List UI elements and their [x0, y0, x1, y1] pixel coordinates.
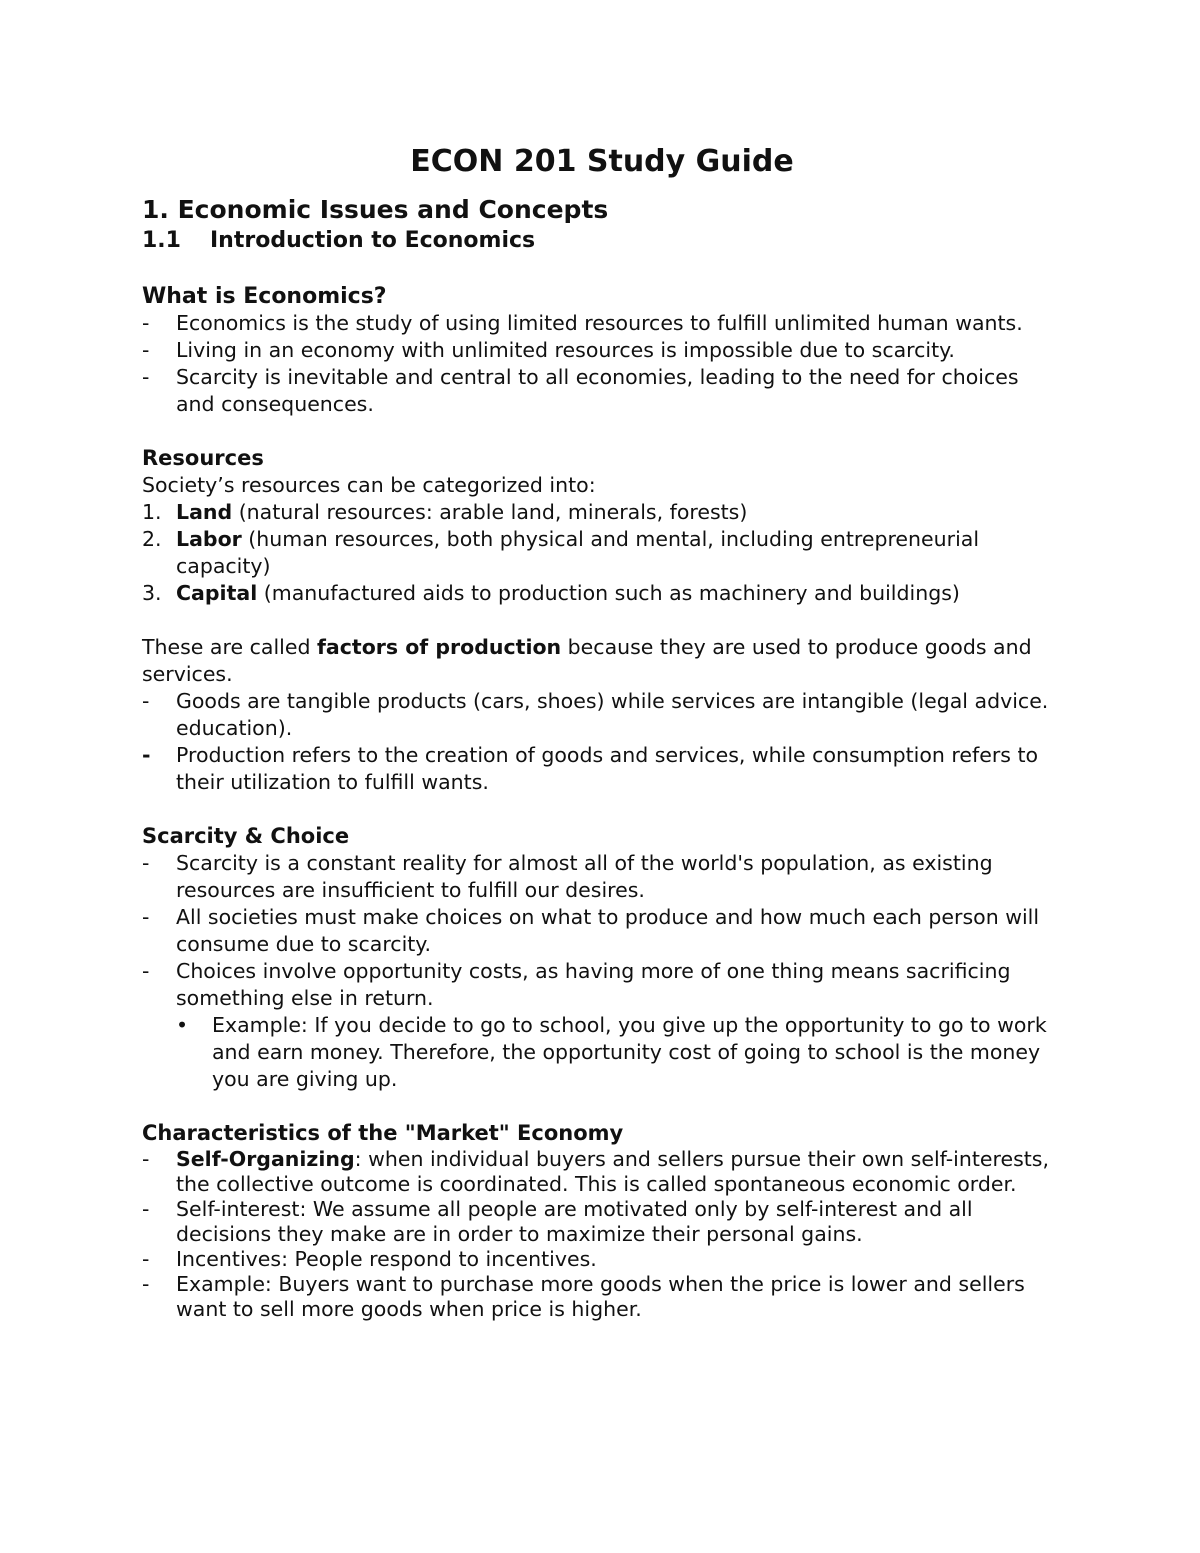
- list-item: - Choices involve opportunity costs, as having more of one thing means sacrificing something else in return. • Example: If you decide to go to school, you give up the opportunity to go to work and earn money. Therefore, the opportunity cost of going to school is the money you are giving up.: [142, 958, 1062, 1093]
- market-economy-heading: Characteristics of the "Market" Economy: [142, 1121, 624, 1145]
- document-page: [142, 140, 1062, 1322]
- section-number: 1.1: [142, 228, 181, 253]
- list-item: - Example: Buyers want to purchase more goods when the price is lower and sellers want to sell more goods when price is higher.: [142, 1272, 1025, 1321]
- opportunity-cost-example-list: [176, 1012, 1062, 1093]
- list-item: - Living in an economy with unlimited resources is impossible due to scarcity.: [142, 338, 955, 362]
- resources-list: [142, 499, 1062, 607]
- resources-intro: Society’s resources can be categorized into:: [142, 473, 596, 497]
- list-item: - Scarcity is inevitable and central to all economies, leading to the need for choices and consequences.: [142, 365, 1019, 416]
- section-title: Introduction to Economics: [210, 228, 536, 253]
- goods-services-list: [142, 688, 1062, 796]
- chapter-heading: 1. Economic Issues and Concepts: [142, 195, 609, 224]
- what-is-economics-list: [142, 310, 1062, 418]
- list-item: 1. Land (natural resources: arable land, minerals, forests): [142, 500, 748, 524]
- list-item: - Economics is the study of using limited resources to fulfill unlimited human wants.: [142, 311, 1023, 335]
- factors-paragraph: These are called factors of production because they are used to produce goods and services.: [142, 635, 1032, 686]
- resources-heading: Resources: [142, 446, 264, 470]
- document-title: ECON 201 Study Guide: [410, 144, 794, 179]
- section-heading: [142, 226, 1062, 256]
- list-item: - Incentives: People respond to incentives.: [142, 1247, 597, 1271]
- list-item: - Self-interest: We assume all people are motivated only by self-interest and all decisions they make are in order to maximize their personal gains.: [142, 1197, 973, 1246]
- list-item: - Scarcity is a constant reality for almost all of the world's population, as existing resources are insufficient to fulfill our desires.: [142, 851, 993, 902]
- list-item: 3. Capital (manufactured aids to production such as machinery and buildings): [142, 581, 960, 605]
- list-item: 2. Labor (human resources, both physical and mental, including entrepreneurial capacity): [142, 527, 980, 578]
- scarcity-list: [142, 850, 1062, 1093]
- list-item: - Production refers to the creation of goods and services, while consumption refers to their utilization to fulfill wants.: [142, 743, 1039, 794]
- scarcity-choice-heading: Scarcity & Choice: [142, 824, 350, 848]
- what-is-economics-heading: What is Economics?: [142, 284, 387, 309]
- list-item: - Self-Organizing: when individual buyers and sellers pursue their own self-interests, the collective outcome is coordinated. This is called spontaneous economic order.: [142, 1147, 1050, 1196]
- list-item: - Goods are tangible products (cars, shoes) while services are intangible (legal advice. education).: [142, 689, 1049, 740]
- list-item: - All societies must make choices on what to produce and how much each person will consume due to scarcity.: [142, 905, 1040, 956]
- list-item: • Example: If you decide to go to school, you give up the opportunity to go to work and earn money. Therefore, the opportunity cost of going to school is the money you are giving up.: [176, 1013, 1047, 1091]
- market-economy-list: [142, 1147, 1062, 1322]
